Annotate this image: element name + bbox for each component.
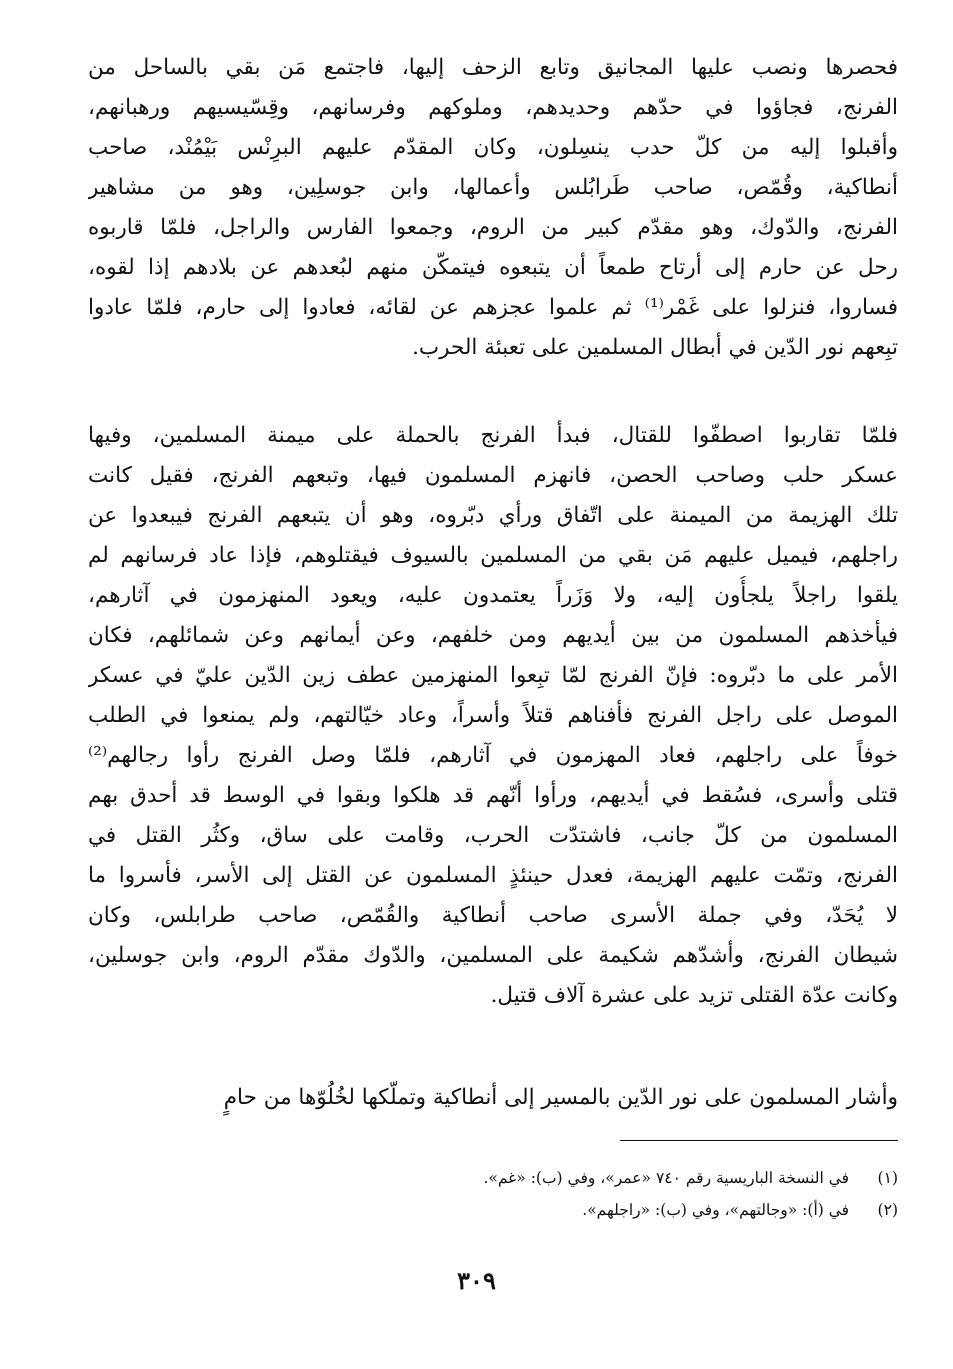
text-line: راجلهم، فيميل عليهم مَن بقي من المسلمين بالسيوف فيقتلوهم، فإذا عاد فرسانهم لم: [88, 543, 898, 568]
text-line: فلمّا تقاربوا اصطفّوا للقتال، فبدأ الفرنج بالحملة على ميمنة المسلمين، وفيها: [88, 423, 898, 448]
text-line: الأمر على ما دبّروه: فإنّ الفرنج لمّا تبِعوا المنهزمين عطف زين الدّين عليّ في عسكر: [88, 663, 898, 688]
paragraph-3: [88, 1078, 898, 1118]
text-line: الفرنج، وتمّت عليهم الهزيمة، فعدل حينئذٍ المسلمون عن القتل إلى الأسر، فأسروا ما: [88, 863, 898, 888]
footnote-number: (٢): [877, 1201, 898, 1219]
text-line: الفرنج، والدّوك، وهو مقدّم كبير من الروم، وجمعوا الفارس والراجل، فلمّا قاربوه: [88, 215, 898, 240]
text-line: المسلمون من كلّ جانب، فاشتدّت الحرب، وقامت على ساق، وكثُر القتل في: [88, 823, 898, 848]
text-line: فيأخذهم المسلمون من بين أيديهم ومن خلفهم، وعن أيمانهم وعن شمائلهم، فكان: [88, 623, 898, 648]
footnote-divider: [620, 1140, 898, 1141]
text-line: وأشار المسلمون على نور الدّين بالمسير إلى أنطاكية وتملّكها لخُلُوّها من حامٍ: [223, 1085, 898, 1110]
text-line: تبِعهم نور الدّين في أبطال المسلمين على تعبئة الحرب.: [412, 335, 898, 360]
text-line: رحل عن حارم إلى أرتاح طمعاً أن يتبعوه فيتمكّن منهم لبُعدهم عن بلادهم إذا لقوه،: [88, 255, 898, 280]
paragraph-2: [88, 416, 898, 1016]
text-line: شيطان الفرنج، وأشدّهم شكيمة على المسلمين، والدّوك مقدّم الروم، وابن جوسلين،: [88, 943, 898, 968]
footnote-2: [300, 1194, 898, 1226]
footnote-text: في النسخة الباريسية رقم ٧٤٠ «عمر»، وفي (ب): «غم».: [483, 1169, 850, 1187]
page-number: ٣٠٩: [457, 1266, 496, 1295]
text-line: فحصرها ونصب عليها المجانيق وتابع الزحف إليها، فاجتمع مَن بقي بالساحل من: [88, 55, 898, 80]
text-line: الفرنج، فجاؤوا في حدّهم وحديدهم، وملوكهم وفرسانهم، وقِسّيسيهم ورهبانهم،: [88, 95, 898, 120]
text-line: أنطاكية، وقُمّص، صاحب طَرابُلس وأعمالها، وابن جوسلِين، وهو من مشاهير: [88, 175, 898, 200]
text-line: تلك الهزيمة من الميمنة على اتّفاق ورأي دبّروه، وهو أن يتبعهم الفرنج فيبعدوا عن: [88, 503, 898, 528]
footnote-1: [300, 1162, 898, 1194]
text-line: عسكر حلب وصاحب الحصن، فانهزم المسلمون فيها، وتبعهم الفرنج، فقيل كانت: [88, 463, 898, 488]
text-line: الموصل على راجل الفرنج فأفناهم قتلاً وأسراً، وعاد خيّالتهم، ولم يمنعوا في الطلب: [88, 703, 898, 728]
footnotes: [300, 1162, 898, 1226]
text-line: وأقبلوا إليه من كلّ حدب ينسِلون، وكان المقدّم عليهم البرِنْس بَيْمُنْد، صاحب: [88, 135, 898, 160]
text-line: يلقوا راجلاً يلجأُون إليه، ولا وَزَراً يعتمدون عليه، ويعود المنهزمون في آثارهم،: [88, 583, 898, 608]
footnote-text: في (أ): «وجالتهم»، وفي (ب): «راجلهم».: [582, 1201, 850, 1219]
text-line: لا يُحَدّ، وفي جملة الأسرى صاحب أنطاكية والقُمّص، صاحب طرابلس، وكان: [88, 903, 898, 928]
text-line: فساروا، فنزلوا على غَمْر⁽¹⁾ ثم علموا عجزهم عن لقائه، فعادوا إلى حارم، فلمّا عادوا: [88, 295, 898, 320]
text-line: خوفاً على راجلهم، فعاد المهزمون في آثارهم، فلمّا وصل الفرنج رأوا رجالهم⁽²⁾: [88, 743, 898, 768]
paragraph-1: [88, 48, 898, 368]
footnote-number: (١): [877, 1169, 898, 1187]
text-line: قتلى وأسرى، فسُقط في أيديهم، ورأوا أنّهم قد هلكوا وبقوا في الوسط قد أحدق بهم: [88, 783, 898, 808]
text-line: وكانت عدّة القتلى تزيد على عشرة آلاف قتيل.: [490, 983, 898, 1008]
